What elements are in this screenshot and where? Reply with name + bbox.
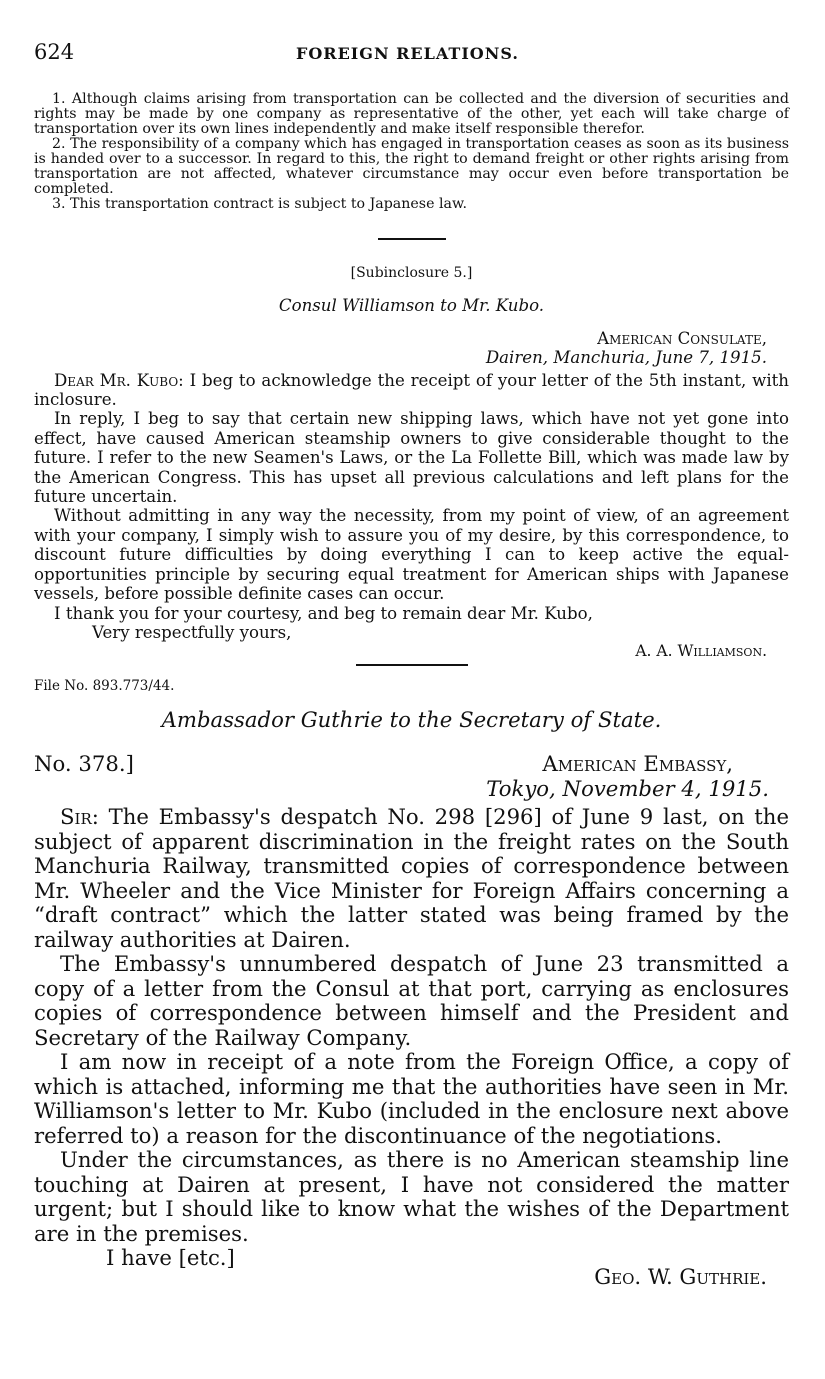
letter-signature: A. A. Williamson. — [635, 642, 767, 661]
despatch-paragraph-2: The Embassy's unnumbered despatch of June 23 transmitted a copy of a letter from the Consul at that port, carrying as enclosures copies of correspondence between himself and the President and Secretary of the Railway Company. — [34, 951, 789, 1050]
despatch-paragraph-4: Under the circumstances, as there is no American steamship line touching at Dairen at present, I have not considered the matter urgent; but I should like to know what the wishes of the Department are in the premises. — [34, 1147, 789, 1246]
clause-3: 3. This transportation contract is subject to Japanese law. — [52, 196, 467, 212]
despatch-number: No. 378.] — [34, 751, 134, 777]
subinclosure-label: [Subinclosure 5.] — [350, 265, 473, 281]
letter-closing: Very respectfully yours, — [92, 622, 292, 642]
section-divider-2 — [356, 664, 468, 666]
despatch-paragraph-3: I am now in receipt of a note from the Foreign Office, a copy of which is attached, informing me that the authorities have seen in Mr. Williamson's letter to Mr. Kubo (included in the enclosure next above referred to) a reason for the discontinuance of the negotiations. — [34, 1049, 789, 1148]
letter-paragraph-2: In reply, I beg to say that certain new shipping laws, which have not yet gone into effect, have caused American steamship owners to give considerable thought to the future. I refer to the new Seamen's Laws, or the La Follette Bill, which was made law by the American Congress. This has upset all previous calculations and left plans for the future uncertain. — [34, 409, 789, 507]
despatch-salutation: Sir: — [60, 804, 99, 830]
letter-paragraph-4: I thank you for your courtesy, and beg to remain dear Mr. Kubo, — [54, 603, 593, 623]
despatch-signature: Geo. W. Guthrie. — [594, 1263, 767, 1289]
consulate-place-date: Dairen, Manchuria, June 7, 1915. — [485, 348, 767, 368]
despatch-title: Ambassador Guthrie to the Secretary of State. — [161, 706, 662, 732]
section-divider — [378, 238, 446, 240]
page-number: 624 — [34, 40, 75, 64]
file-number: File No. 893.773/44. — [34, 677, 175, 694]
despatch-closing: I have [etc.] — [106, 1245, 235, 1271]
despatch-letter — [34, 708, 789, 1290]
page-header — [34, 40, 789, 74]
embassy-name: American Embassy, — [542, 751, 733, 777]
despatch-paragraph-1 — [34, 805, 789, 952]
embassy-place-date: Tokyo, November 4, 1915. — [486, 775, 769, 801]
letter-paragraph-3: Without admitting in any way the necessity, from my point of view, of an agreement with your company, I simply wish to assure you of my desire, by this correspondence, to discount future difficulties by doing everything I can to keep active the equal-opportunities principle by securing equal treatment for American ships with Japanese vessels, before possible definite cases can occur. — [34, 506, 789, 604]
running-title: FOREIGN RELATIONS. — [296, 44, 519, 63]
letter-title: Consul Williamson to Mr. Kubo. — [278, 296, 545, 316]
consulate-name: American Consulate, — [597, 328, 767, 348]
clause-2: 2. The responsibility of a company which has engaged in transportation ceases as soon as its business is handed over to a successor. In regard to this, the right to demand freight or other rights arising from transportation are not affected, whatever circumstance may occur even before transportation be completed. — [34, 136, 789, 197]
despatch-paragraph-1-text: The Embassy's despatch No. 298 [296] of June 9 last, on the subject of apparent discrimination in the freight rates on the South Manchuria Railway, transmitted copies of correspondence between Mr. Wheeler and the Vice Minister for Foreign Affairs concerning a “draft contract” which the latter stated was being framed by the railway authorities at Dairen. — [34, 804, 789, 952]
despatch-header-row — [34, 752, 789, 777]
letter-paragraph-1 — [34, 371, 789, 410]
subinclosure-letter — [34, 264, 789, 662]
document-page — [34, 40, 789, 1289]
letter-salutation: Dear Mr. Kubo: — [54, 370, 184, 390]
letter-paragraph-1-text: I beg to acknowledge the receipt of your letter of the 5th instant, with inclosure. — [34, 370, 789, 410]
contract-clauses — [34, 92, 789, 212]
clause-1: 1. Although claims arising from transportation can be collected and the diversion of securities and rights may be made by one company as representative of the other, yet each will take charge of transportation over its own lines independently and make itself responsible therefor. — [34, 91, 789, 137]
